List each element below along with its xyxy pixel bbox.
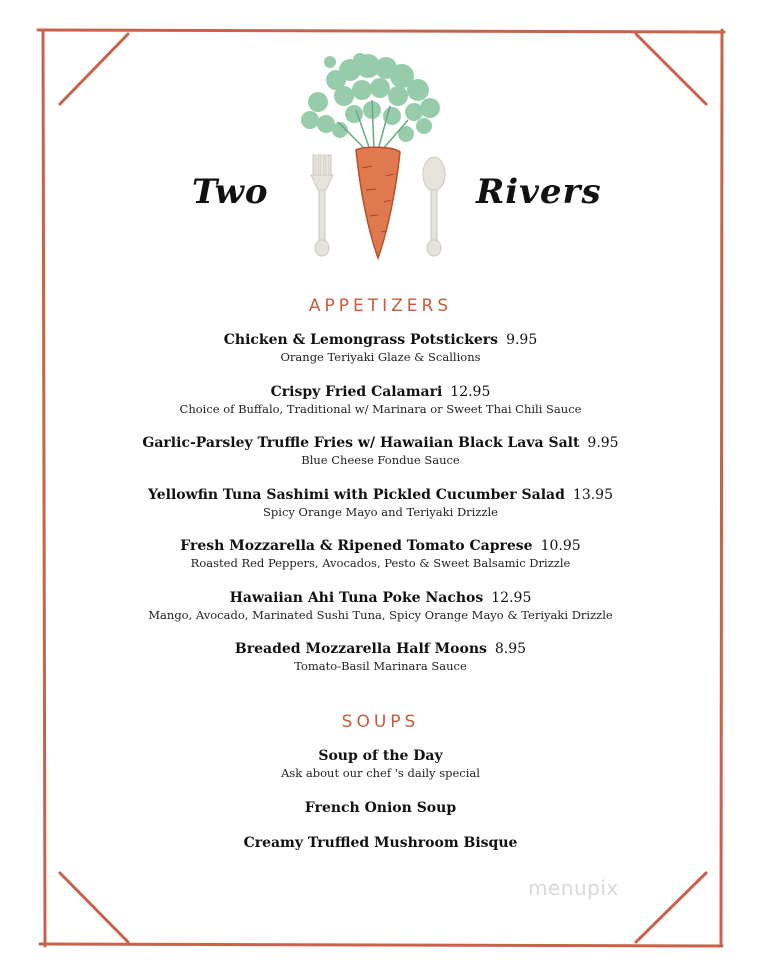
item-price: 9.95	[587, 435, 619, 451]
list-item	[0, 640, 761, 692]
item-price: 8.95	[494, 641, 527, 657]
item-price: 13.95	[572, 486, 614, 503]
item-price: 12.95	[491, 589, 532, 606]
item-price: 12.95	[450, 383, 491, 400]
item-name: Yellowfin Tuna Sashimi with Pickled Cucumber Salad	[147, 486, 565, 503]
soups-list	[0, 747, 761, 864]
list-item	[0, 537, 761, 589]
list-item	[0, 434, 761, 486]
item-price: 10.95	[540, 538, 581, 554]
spoon-icon	[423, 157, 445, 256]
item-description: Mango, Avocado, Marinated Sushi Tuna, Spicy Orange Mayo & Teriyaki Drizzle	[148, 607, 613, 622]
item-name: French Onion Soup	[304, 800, 457, 816]
item-description: Blue Cheese Fondue Sauce	[301, 453, 460, 467]
item-description: Orange Teriyaki Glaze & Scallions	[280, 350, 481, 364]
item-name: Garlic-Parsley Truffle Fries w/ Hawaiian Black Lava Salt	[142, 435, 580, 451]
item-description: Ask about our chef 's daily special	[281, 766, 480, 780]
item-description: Choice of Buffalo, Traditional w/ Marinara or Sweet Thai Chili Sauce	[179, 401, 582, 416]
carrot-logo	[0, 50, 761, 270]
list-item	[0, 799, 761, 834]
list-item	[0, 747, 761, 799]
item-name: Fresh Mozzarella & Ripened Tomato Caprese	[180, 538, 533, 554]
item-name: Soup of the Day	[318, 748, 443, 764]
item-name: Hawaiian Ahi Tuna Poke Nachos	[229, 589, 484, 606]
list-item	[0, 589, 761, 641]
list-item	[0, 331, 761, 383]
brand-word-left: Two	[192, 172, 269, 212]
list-item	[0, 834, 761, 864]
soups-title: SOUPS	[341, 712, 420, 732]
item-description: Spicy Orange Mayo and Teriyaki Drizzle	[263, 504, 498, 519]
brand-word-right: Rivers	[476, 172, 602, 212]
item-name: Breaded Mozzarella Half Moons	[234, 641, 487, 657]
item-price: 9.95	[506, 332, 538, 348]
item-name: Crispy Fried Calamari	[270, 383, 443, 400]
item-description: Tomato-Basil Marinara Sauce	[294, 659, 467, 673]
carrot-greens-icon	[301, 53, 440, 142]
item-name: Chicken & Lemongrass Potstickers	[223, 332, 499, 348]
watermark-logo: menupix	[528, 876, 619, 900]
list-item	[0, 486, 761, 538]
list-item	[0, 383, 761, 435]
fork-icon	[311, 155, 333, 256]
item-description: Roasted Red Peppers, Avocados, Pesto & Sweet Balsamic Drizzle	[190, 556, 571, 570]
appetizers-list	[0, 331, 761, 692]
appetizers-title: APPETIZERS	[308, 296, 453, 316]
carrot-icon	[356, 147, 400, 258]
item-name: Creamy Truffled Mushroom Bisque	[243, 835, 518, 851]
